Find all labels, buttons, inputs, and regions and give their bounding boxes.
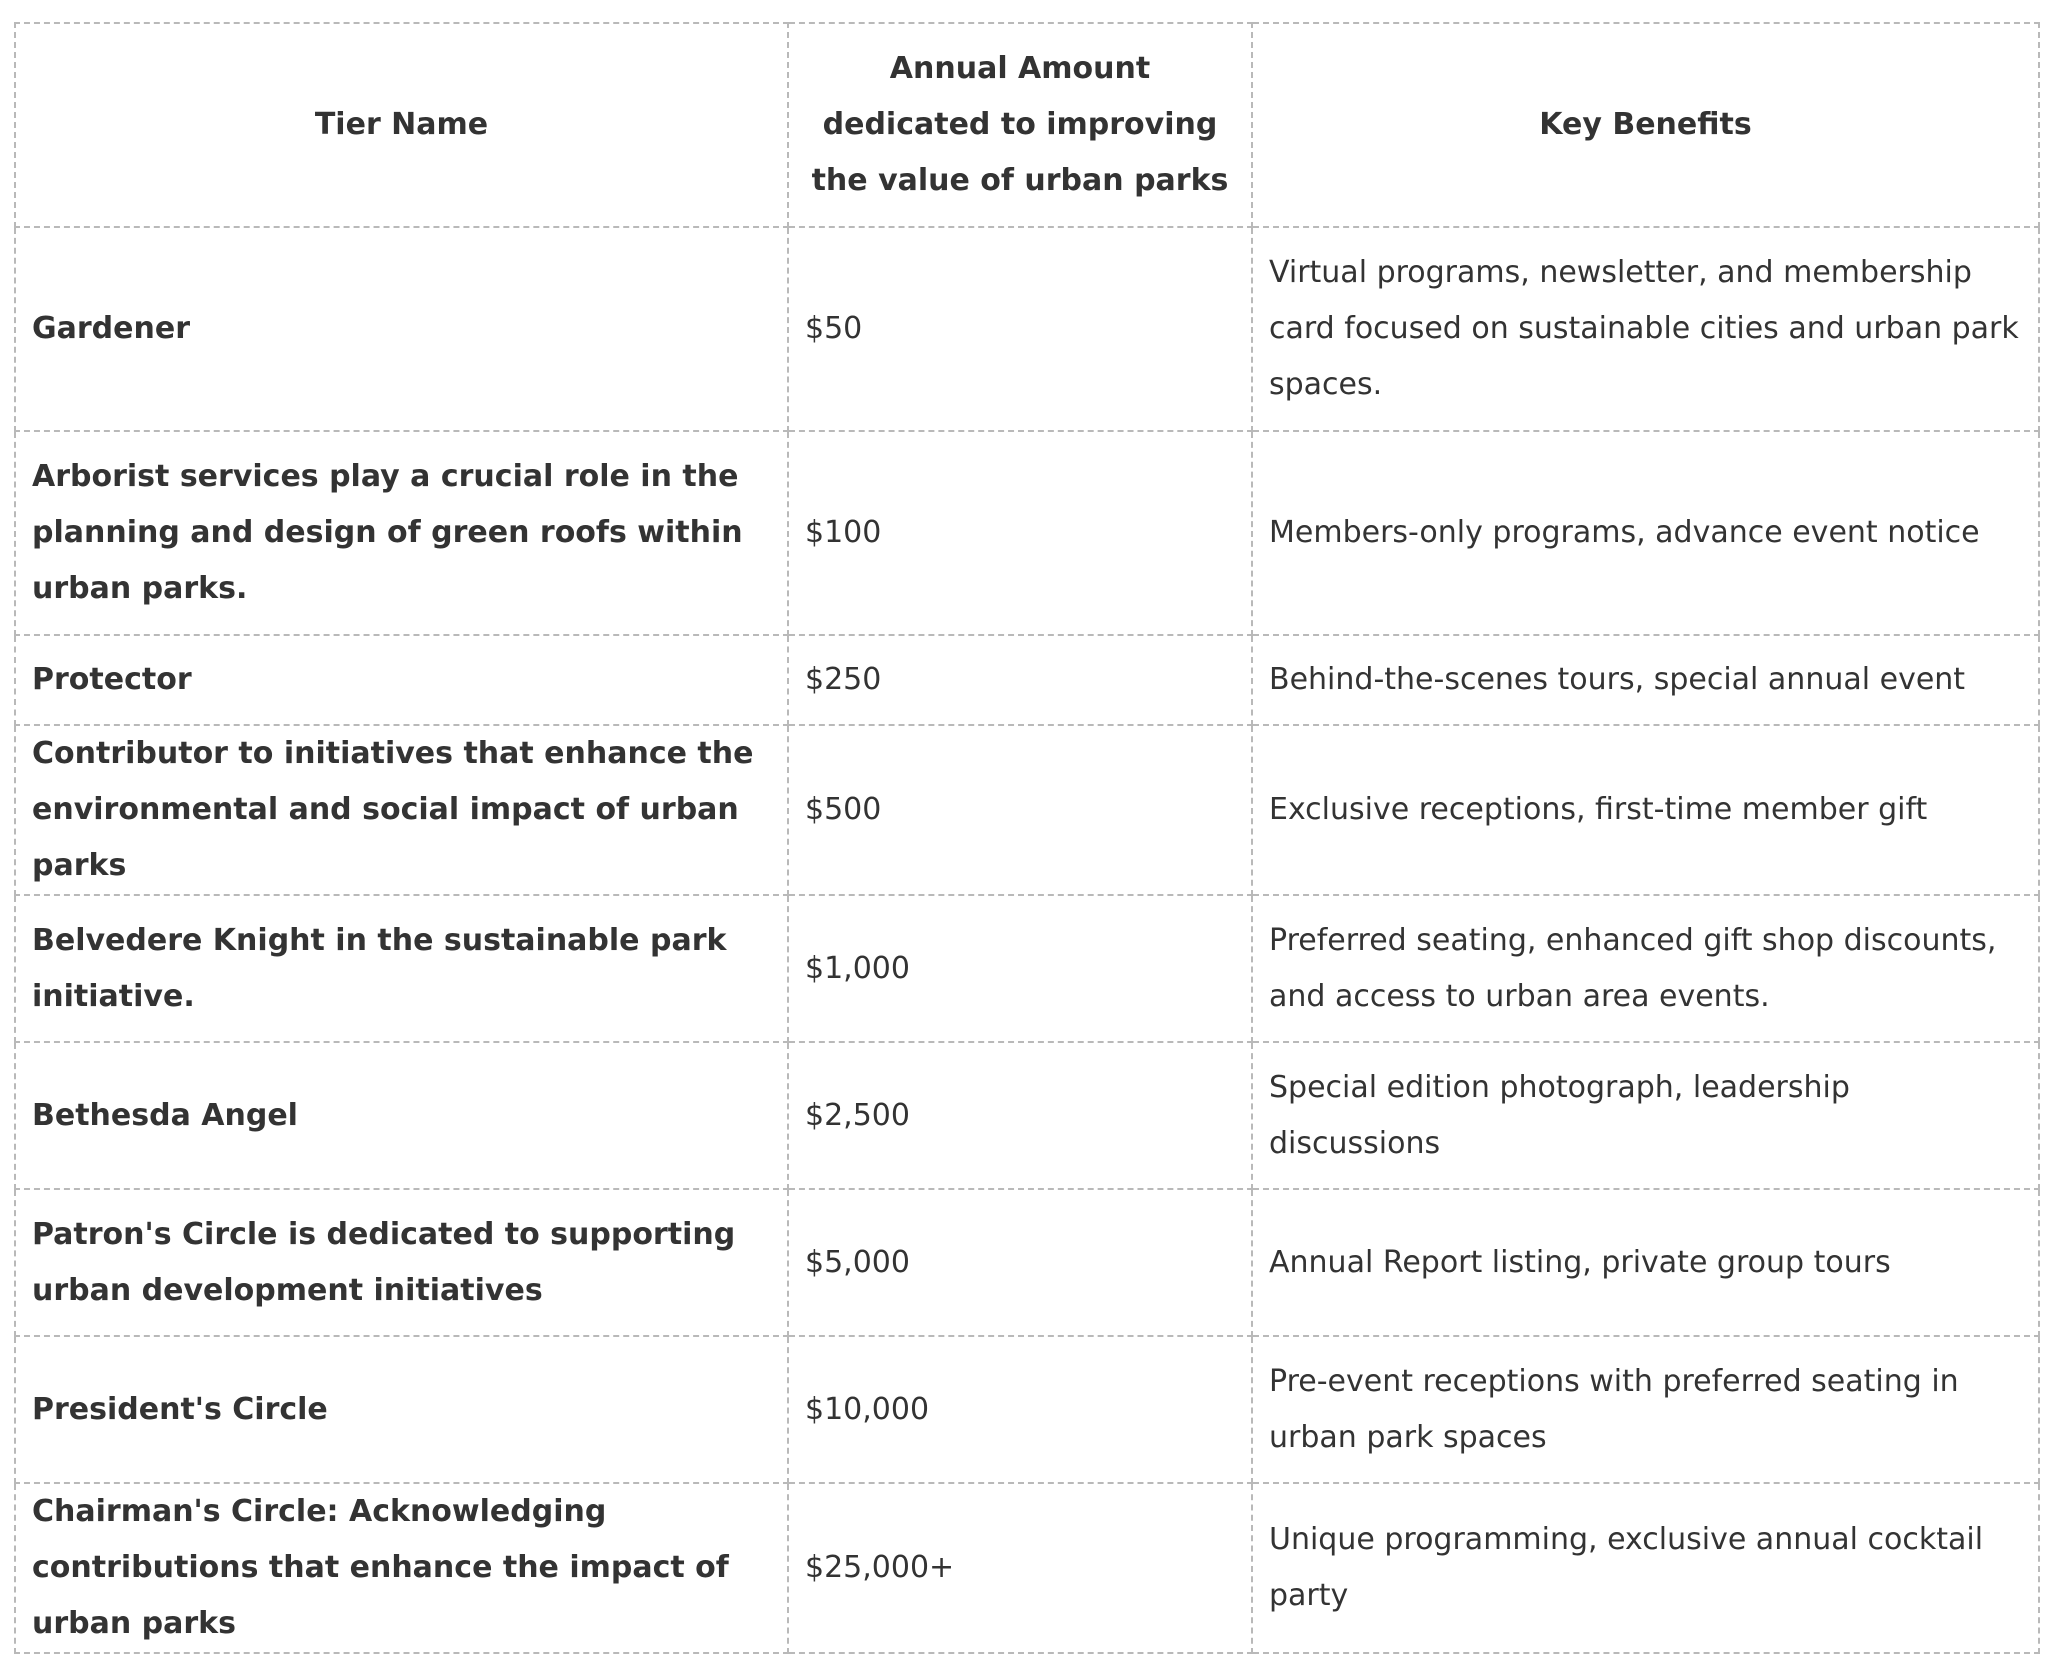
tier-name-cell: Arborist services play a crucial role in the planning and design of green roofs within urban parks. <box>15 431 788 635</box>
benefits-cell: Preferred seating, enhanced gift shop discounts, and access to urban area events. <box>1252 895 2039 1042</box>
tier-name-cell: Bethesda Angel <box>15 1042 788 1189</box>
benefits-cell: Exclusive receptions, first-time member gift <box>1252 725 2039 895</box>
benefits-cell: Annual Report listing, private group tours <box>1252 1189 2039 1336</box>
header-annual-amount: Annual Amount dedicated to improving the value of urban parks <box>788 23 1252 227</box>
tier-name-cell: Protector <box>15 635 788 725</box>
tier-name-cell: Contributor to initiatives that enhance the environmental and social impact of urban parks <box>15 725 788 895</box>
amount-cell: $500 <box>788 725 1252 895</box>
header-row <box>15 23 2039 227</box>
table-row <box>15 227 2039 431</box>
amount-cell: $25,000+ <box>788 1483 1252 1653</box>
tier-name-cell: Gardener <box>15 227 788 431</box>
membership-tiers-container <box>14 22 2040 1654</box>
table-row <box>15 1336 2039 1483</box>
amount-cell: $5,000 <box>788 1189 1252 1336</box>
amount-cell: $250 <box>788 635 1252 725</box>
tier-name-cell: Belvedere Knight in the sustainable park initiative. <box>15 895 788 1042</box>
benefits-cell: Special edition photograph, leadership discussions <box>1252 1042 2039 1189</box>
table-row <box>15 725 2039 895</box>
amount-cell: $2,500 <box>788 1042 1252 1189</box>
amount-cell: $50 <box>788 227 1252 431</box>
header-tier-name: Tier Name <box>15 23 788 227</box>
table-row <box>15 1483 2039 1653</box>
amount-cell: $1,000 <box>788 895 1252 1042</box>
table-row <box>15 431 2039 635</box>
amount-cell: $100 <box>788 431 1252 635</box>
benefits-cell: Unique programming, exclusive annual cocktail party <box>1252 1483 2039 1653</box>
amount-cell: $10,000 <box>788 1336 1252 1483</box>
benefits-cell: Behind-the-scenes tours, special annual event <box>1252 635 2039 725</box>
table-row <box>15 1042 2039 1189</box>
benefits-cell: Members-only programs, advance event notice <box>1252 431 2039 635</box>
header-key-benefits: Key Benefits <box>1252 23 2039 227</box>
table-body <box>15 227 2039 1653</box>
benefits-cell: Pre-event receptions with preferred seating in urban park spaces <box>1252 1336 2039 1483</box>
membership-tiers-table <box>14 22 2040 1654</box>
tier-name-cell: Chairman's Circle: Acknowledging contributions that enhance the impact of urban parks <box>15 1483 788 1653</box>
table-row <box>15 1189 2039 1336</box>
table-header <box>15 23 2039 227</box>
table-row <box>15 635 2039 725</box>
tier-name-cell: Patron's Circle is dedicated to supporting urban development initiatives <box>15 1189 788 1336</box>
table-row <box>15 895 2039 1042</box>
tier-name-cell: President's Circle <box>15 1336 788 1483</box>
benefits-cell: Virtual programs, newsletter, and membership card focused on sustainable cities and urban park spaces. <box>1252 227 2039 431</box>
